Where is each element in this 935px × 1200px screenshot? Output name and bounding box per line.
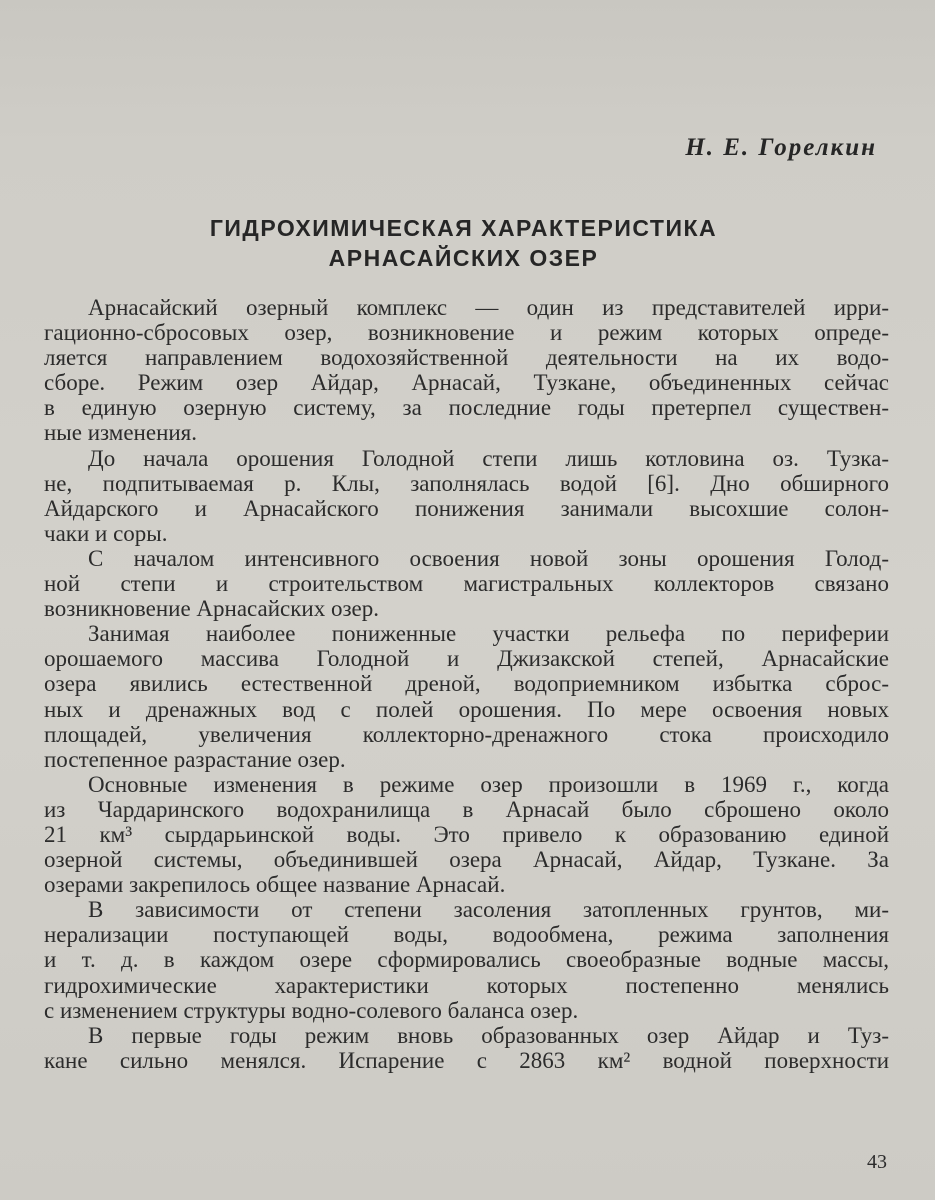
text-line: из Чардаринского водохранилища в Арнасай было сброшено около [44,796,889,822]
text-line: В первые годы режим вновь образованных озер Айдар и Туз- [88,1022,889,1048]
text-line: постепенное разрастание озер. [44,746,346,772]
text-line: гидрохимические характеристики которых постепенно менялись [44,972,889,998]
text-line: До начала орошения Голодной степи лишь котловина оз. Тузка- [88,445,889,471]
text-line: площадей, увеличения коллекторно-дренажного стока происходило [44,721,889,747]
text-line: Айдарского и Арнасайского понижения занимали высохшие солон- [44,495,889,521]
text-line: Основные изменения в режиме озер произошли в 1969 г., когда [88,771,889,797]
text-line: озера явились естественной дреной, водоприемником избытка сброс- [44,671,889,697]
text-line: в единую озерную систему, за последние годы претерпел существен- [44,395,889,421]
article-body [44,295,889,1073]
text-line: нерализации поступающей воды, водообмена, режима заполнения [44,922,889,948]
text-line: Занимая наиболее пониженные участки рельефа по периферии [88,621,889,647]
article-title-line-2: АРНАСАЙСКИХ ОЗЕР [328,245,599,271]
text-line: возникновение Арнасайских озер. [44,596,380,622]
text-line: ной степи и строительством магистральных коллекторов связано [44,571,889,597]
text-line: В зависимости от степени засоления затопленных грунтов, ми- [88,897,889,923]
text-line: ных и дренажных вод с полей орошения. По мере освоения новых [44,696,889,722]
author-name: Н. Е. Горелкин [685,134,877,161]
article-title-line-1: ГИДРОХИМИЧЕСКАЯ ХАРАКТЕРИСТИКА [209,215,718,241]
text-line: ные изменения. [44,420,198,446]
text-line: гационно-сбросовых озер, возникновение и режим которых опреде- [44,320,889,346]
text-line: с изменением структуры водно-солевого баланса озер. [44,997,579,1023]
text-line: озерами закрепилось общее название Арнасай. [44,872,506,898]
text-line: С началом интенсивного освоения новой зоны орошения Голод- [88,545,889,571]
text-line: 21 км³ сырдарьинской воды. Это привело к образованию единой [44,821,889,847]
text-line: не, подпитываемая р. Клы, заполнялась водой [6]. Дно обширного [44,470,889,496]
text-line: и т. д. в каждом озере сформировались своеобразные водные массы, [44,947,889,973]
page-number: 43 [867,1151,887,1173]
text-line: орошаемого массива Голодной и Джизакской степей, Арнасайские [44,646,889,672]
text-line: Арнасайский озерный комплекс — один из представителей ирри- [88,295,889,320]
text-line: сборе. Режим озер Айдар, Арнасай, Тузкане, объединенных сейчас [44,370,889,396]
text-line: чаки и соры. [44,520,168,546]
text-line: озерной системы, объединившей озера Арнасай, Айдар, Тузкане. За [44,847,889,873]
text-line: кане сильно менялся. Испарение с 2863 км² водной поверхности [44,1047,889,1073]
text-line: ляется направлением водохозяйственной деятельности на их водо- [44,345,889,371]
